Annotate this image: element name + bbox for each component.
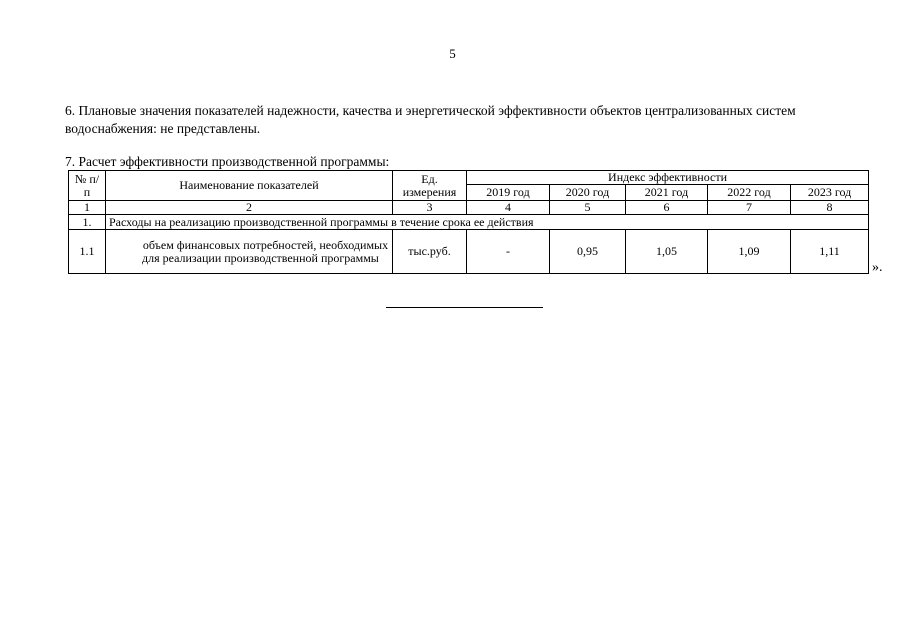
data-row-value: 1,09 <box>708 230 791 274</box>
data-row <box>69 230 869 274</box>
header-year: 2019 год <box>467 185 550 201</box>
header-index-group: Индекс эффективности <box>467 171 869 185</box>
column-number: 5 <box>550 201 626 215</box>
header-year: 2022 год <box>708 185 791 201</box>
header-year: 2021 год <box>626 185 708 201</box>
header-num: № п/п <box>69 171 106 201</box>
data-row-value: 0,95 <box>550 230 626 274</box>
data-row-value: 1,11 <box>791 230 869 274</box>
column-number: 8 <box>791 201 869 215</box>
page-number: 5 <box>449 46 456 61</box>
header-year: 2020 год <box>550 185 626 201</box>
section-row-num: 1. <box>69 215 106 230</box>
data-row-value: - <box>467 230 550 274</box>
column-number-row <box>69 201 869 215</box>
footer-divider <box>386 307 543 308</box>
data-row-num: 1.1 <box>69 230 106 274</box>
column-number: 7 <box>708 201 791 215</box>
column-number: 4 <box>467 201 550 215</box>
data-row-value: 1,05 <box>626 230 708 274</box>
data-row-name: объем финансовых потребностей, необходимых для реализации производственной программы <box>106 230 393 274</box>
column-number: 3 <box>393 201 467 215</box>
section-7-title: 7. Расчет эффективности производственной программы: <box>65 154 390 169</box>
column-number: 6 <box>626 201 708 215</box>
data-row-unit: тыс.руб. <box>393 230 467 274</box>
column-number: 1 <box>69 201 106 215</box>
header-name: Наименование показателей <box>106 171 393 201</box>
closing-quote: ». <box>872 260 883 275</box>
header-unit: Ед. измерения <box>393 171 467 201</box>
section-row-text: Расходы на реализацию производственной программы в течение срока ее действия <box>106 215 869 230</box>
column-number: 2 <box>106 201 393 215</box>
efficiency-table <box>68 170 869 274</box>
section-row <box>69 215 869 230</box>
section-6-paragraph: 6. Плановые значения показателей надежности, качества и энергетической эффективности объектов централизованных систем водоснабжения: не представлены. <box>65 103 796 136</box>
header-year: 2023 год <box>791 185 869 201</box>
